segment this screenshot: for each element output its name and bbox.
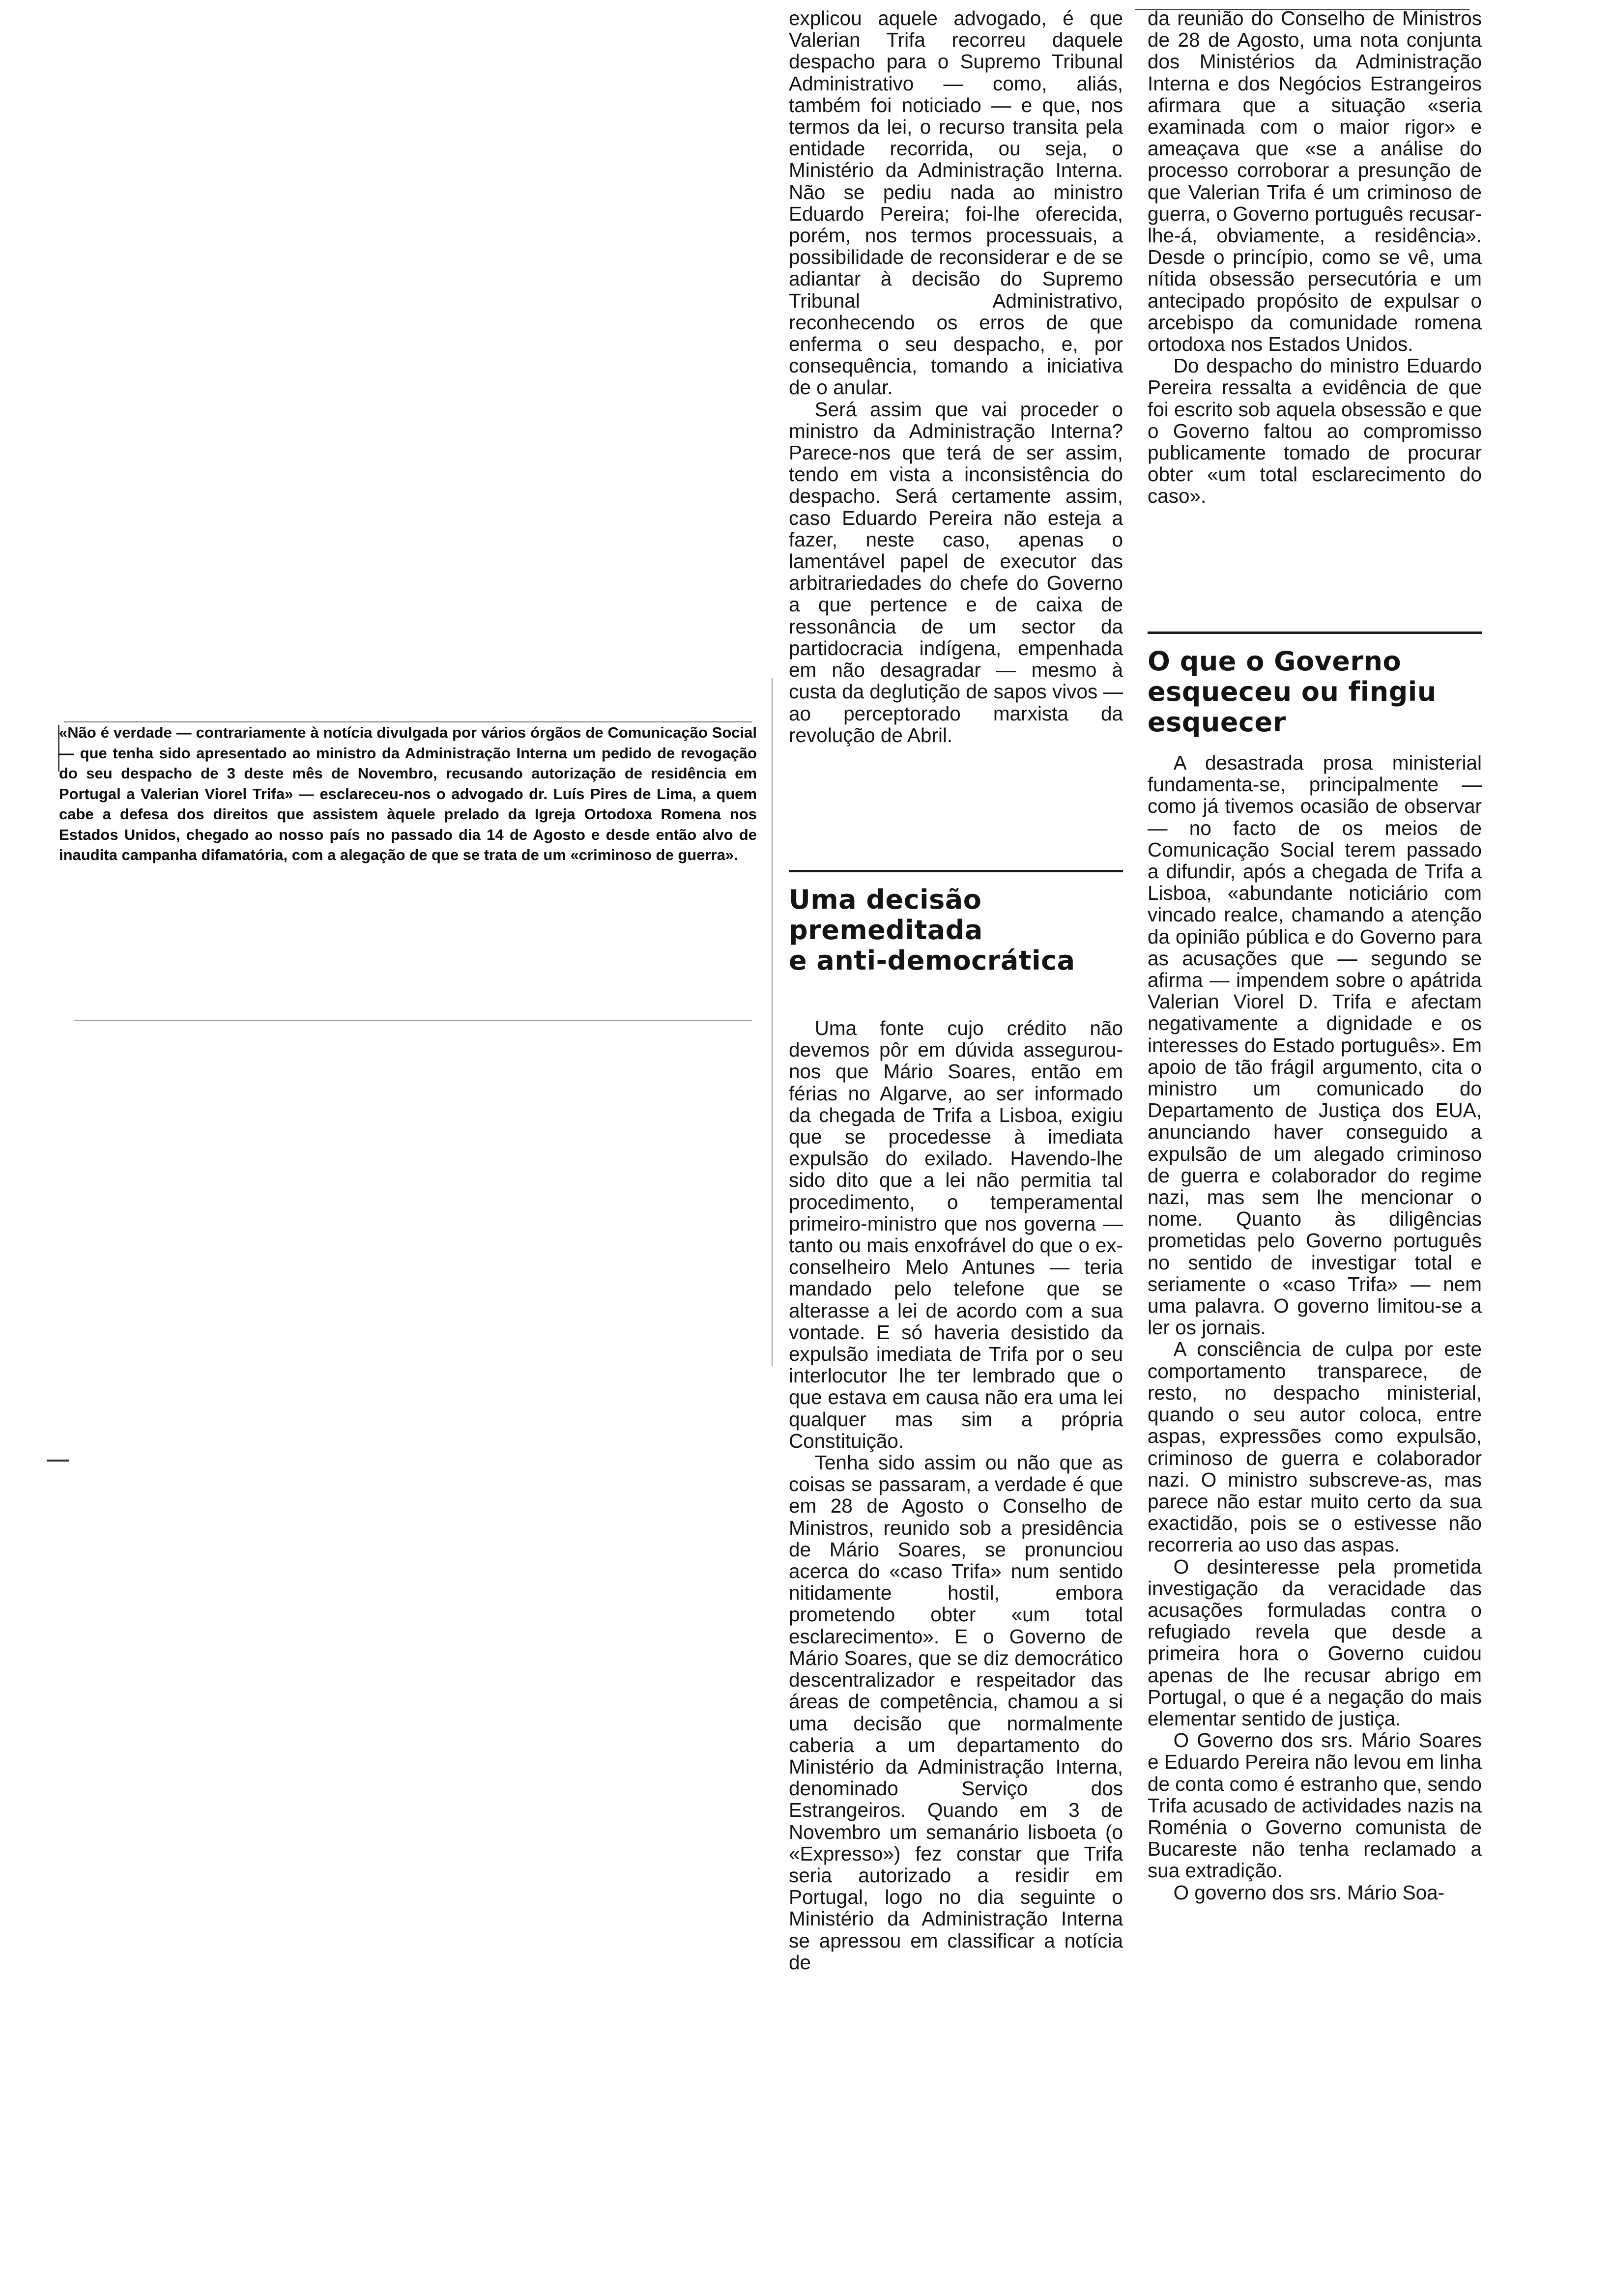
column-fold-line [772, 678, 773, 1366]
paragraph: Tenha sido assim ou não que as coisas se passaram, a verdade é que em 28 de Agosto o Conselho de Ministros, reunido sob a presidência de Mário Soares, se pronunciou acerca do «caso Trifa» num sentido nitidamente hostil, embora prometendo obter «um total esclarecimento». E o Governo de Mário Soares, que se diz democrático descentralizador e respeitador das áreas de competência, chamou a si uma decisão que normalmente caberia a um departamento do Ministério da Administração Interna, denominado Serviço dos Estrangeiros. Quando em 3 de Novembro um semanário lisboeta (o «Expresso») fez constar que Trifa seria autorizado a residir em Portugal, logo no dia seguinte o Ministério da Administração Interna se apressou em classificar a notícia de [789, 1451, 1123, 1974]
lead-clipping [59, 722, 757, 865]
paragraph: A desastrada prosa ministerial fundamenta-se, principalmente — como já tivemos ocasião de observar — no facto de os meios de Comunicação Social terem passado a difundir, após a chegada de Trifa a Lisboa, «abundante noticiário com vincado realce, chamando a atenção da opinião pública e do Governo para as acusações que — segundo se afirma — impendem sobre o apátrida Valerian Viorel D. Trifa e afectam negativamente a dignidade e os interesses do Estado português». Em apoio de tão frágil argumento, cita o ministro um comunicado do Departamento de Justiça dos EUA, anunciando haver conseguido a expulsão de um alegado criminoso de guerra e colaborador do regime nazi, mas sem lhe mencionar o nome. Quanto às diligências prometidas pelo Governo português no sentido de investigar total e seriamente o «caso Trifa» — nem uma palavra. O governo limitou-se a ler os jornais. [1148, 751, 1482, 1339]
paragraph: Do despacho do ministro Eduardo Pereira ressalta a evidência de que foi escrito sob aquela obsessão e que o Governo faltou ao compromisso publicamente tomado de procurar obter «um total esclarecimento do caso». [1148, 354, 1482, 508]
lead-paragraph: «Não é verdade — contrariamente à notícia divulgada por vários órgãos de Comunicação Social — que tenha sido apresentado ao ministro da Administração Interna um pedido de revogação do seu despacho de 3 deste mês de Novembro, recusando autorização de residência em Portugal a Valerian Viorel Trifa» — esclareceu-nos o advogado dr. Luís Pires de Lima, a quem cabe a defesa dos direitos que assistem àquele prelado da Igreja Ortodoxa Romena nos Estados Unidos, chegado ao nosso país no passado dia 14 de Agosto e desde então alvo de inaudita campanha difamatória, com a alegação de que se trata de um «criminoso de guerra». [59, 724, 757, 863]
clipping-bottom-edge [74, 1020, 752, 1021]
section-1-rule [789, 870, 1123, 872]
heading-line: Uma decisão [789, 884, 982, 915]
heading-line: esqueceu ou fingiu [1148, 676, 1437, 707]
heading-line: premeditada [789, 915, 983, 946]
column-2-top [1148, 7, 1482, 507]
margin-mark [47, 1460, 69, 1462]
section-1-body [789, 1017, 1123, 1973]
heading-line: esquecer [1148, 707, 1286, 738]
paragraph: Uma fonte cujo crédito não devemos pôr em dúvida assegurou-nos que Mário Soares, então em férias no Algarve, ao ser informado da chegada de Trifa a Lisboa, exigiu que se procedesse à imediata expulsão do exilado. Havendo-lhe sido dito que a lei não permitia tal procedimento, o temperamental primeiro-ministro que nos governa — tanto ou mais enxofrável do que o ex-conselheiro Melo Antunes — teria mandado pelo telefone que se alterasse a lei de acordo com a sua vontade. E só haveria desistido da expulsão imediata de Trifa por o seu interlocutor lhe ter lembrado que o que estava em causa não era uma lei qualquer mas sim a própria Constituição. [789, 1017, 1123, 1452]
paragraph: O desinteresse pela prometida investigação da veracidade das acusações formuladas contra o refugiado revela que desde a primeira hora o Governo cuidou apenas de lhe recusar abrigo em Portugal, o que é a negação do mais elementar sentido de justiça. [1148, 1555, 1482, 1730]
paragraph: O governo dos srs. Mário Soa- [1173, 1881, 1445, 1904]
paragraph: Será assim que vai proceder o ministro da Administração Interna? Parece-nos que terá de ser assim, tendo em vista a inconsistência do despacho. Será certamente assim, caso Eduardo Pereira não esteja a fazer, neste caso, apenas o lamentável papel de executor das arbitrariedades do chefe do Governo a que pertence e de caixa de ressonância de um sector da partidocracia indígena, empenhada em não desagradar — mesmo à custa da deglutição de sapos vivos — ao perceptorado marxista da revolução de Abril. [789, 398, 1123, 746]
paragraph: da reunião do Conselho de Ministros de 28 de Agosto, uma nota conjunta dos Ministérios da Administração Interna e dos Negócios Estrangeiros afirmara que a situação «seria examinada com o maior rigor» e ameaçava que «se a análise do processo corroborar a presunção de que Valerian Trifa é um criminoso de guerra, o Governo português recusar-lhe-á, obviamente, a residência». Desde o princípio, como se vê, uma nítida obsessão persecutória e um antecipado propósito de expulsar o arcebispo da comunidade romena ortodoxa nos Estados Unidos. [1148, 7, 1482, 356]
section-2-body [1148, 752, 1482, 1903]
section-1-heading [789, 885, 1133, 976]
heading-line: O que o Governo [1148, 646, 1402, 677]
paragraph: A consciência de culpa por este comportamento transparece, de resto, no despacho ministerial, quando o seu autor coloca, entre aspas, expressões como expulsão, criminoso de guerra e colaborador nazi. O ministro subscreve-as, mas parece não estar muito certo da sua exactidão, pois se o estivesse não recorreria ao uso das aspas. [1148, 1338, 1482, 1556]
column-1-top [789, 7, 1123, 746]
heading-line: e anti-democrática [789, 945, 1075, 976]
paragraph: O Governo dos srs. Mário Soares e Eduardo Pereira não levou em linha de conta como é estranho que, sendo Trifa acusado de actividades nazis na Roménia o Governo comunista de Bucareste não tenha reclamado a sua extradição. [1148, 1729, 1482, 1882]
paragraph: explicou aquele advogado, é que Valerian Trifa recorreu daquele despacho para o Supremo Tribunal Administrativo — como, aliás, também foi noticiado — e que, nos termos da lei, o recurso transita pela entidade recorrida, ou seja, o Ministério da Administração Interna. Não se pediu nada ao ministro Eduardo Pereira; foi-lhe oferecida, porém, nos termos processuais, a possibilidade de reconsiderar e de se adiantar à decisão do Supremo Tribunal Administrativo, reconhecendo os erros de que enferma o seu despacho, e, por consequência, tomando a iniciativa de o anular. [789, 7, 1123, 399]
section-2-heading [1148, 646, 1492, 738]
section-2-rule [1148, 631, 1482, 634]
